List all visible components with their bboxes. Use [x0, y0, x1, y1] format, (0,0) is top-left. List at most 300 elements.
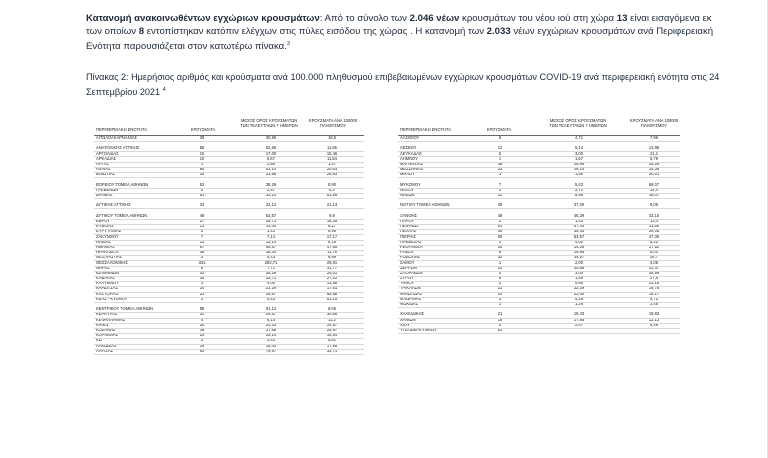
- left-row-rule: [94, 266, 364, 267]
- intro-text-5: νέων εγχώριων κρουσμάτων ανά Περιφερειακή Ενότητα παρουσιάζεται στον κατωτέρω πίνακα.: [86, 26, 714, 53]
- left-cell-per100k: 18,5: [328, 136, 336, 140]
- intro-bold-2: 13: [616, 13, 628, 24]
- right-cell-cases: 6: [498, 136, 502, 140]
- right-cell-region: ΤΡΙΚΑΛΩΝ: [400, 286, 421, 291]
- left-cell-cases: 7: [200, 234, 204, 239]
- left-cell-cases: 48: [199, 213, 205, 218]
- right-cell-per100k: 23,16: [648, 281, 660, 286]
- right-row-rule: [398, 286, 680, 287]
- right-cell-cases: 81: [497, 327, 503, 332]
- left-cell-per100k: 11,55: [327, 146, 337, 151]
- right-cell-per100k: 15,17: [648, 291, 660, 296]
- left-row-rule: [94, 245, 364, 246]
- left-cell-region: ΕΒΡΟΥ: [96, 219, 110, 223]
- left-row-rule: [94, 229, 364, 230]
- left-row-rule: [94, 208, 364, 209]
- left-cell-region: ΕΥΡΥΤΑΝΙΑΣ: [96, 229, 122, 234]
- right-cell-region: ΝΟΤΙΟΥ ΤΟΜΕΑ ΑΘΗΝΩΝ: [400, 203, 450, 208]
- right-cell-cases: 7: [498, 182, 502, 187]
- right-cell-avg: 19,86: [573, 250, 585, 255]
- intro-bold-4: 2.033: [486, 26, 511, 38]
- right-cell-avg: 47,43: [573, 224, 585, 229]
- right-cell-cases: 23: [497, 167, 503, 172]
- left-row-rule: [94, 276, 364, 277]
- left-cell-cases: 67: [199, 244, 205, 249]
- left-cell-cases: 3: [200, 255, 204, 260]
- right-cell-cases: 40: [497, 229, 503, 234]
- right-cell-cases: 4: [498, 322, 502, 327]
- left-cell-cases: 39: [199, 136, 205, 140]
- left-cell-cases: 23: [199, 291, 205, 296]
- left-cell-per100k: 65,58: [326, 291, 338, 296]
- left-cell-region: ΗΛΕΙΑΣ: [96, 239, 111, 244]
- right-cell-cases: 3: [498, 172, 502, 177]
- right-cell-region: ΛΗΜΝΟΥ: [400, 156, 418, 161]
- right-row-rule: [398, 276, 680, 277]
- right-row-rule: [398, 250, 680, 251]
- left-cell-per100k: 16,54: [326, 333, 338, 338]
- left-cell-per100k: 25,97: [326, 327, 338, 332]
- right-cell-region: ΜΗΛΟΥ: [400, 172, 415, 177]
- right-cell-avg: 2,67: [575, 322, 583, 327]
- left-cell-per100k: 51,14: [326, 296, 338, 301]
- right-cell-region: ΠΡΕΒΕΖΑΣ: [400, 239, 422, 244]
- right-cell-region: ΜΥΚΟΝΟΥ: [400, 182, 421, 187]
- left-cell-per100k: 9,96: [328, 229, 336, 234]
- left-cell-region: ΔΥΤΙΚΟΥ ΤΟΜΕΑ ΑΘΗΝΩΝ: [96, 213, 148, 218]
- left-cell-per100k: 25,01: [326, 270, 338, 275]
- left-cell-avg: 6,57: [267, 156, 275, 161]
- right-row-rule: [398, 302, 680, 303]
- right-cell-avg: 5,29: [575, 296, 583, 301]
- right-cell-region: ΡΟΔΟΥ: [400, 250, 415, 255]
- left-cell-per100k: 20,63: [326, 167, 338, 172]
- right-header-region: ΠΕΡΙΦΕΡΕΙΑΚΗ ΕΝΟΤΗΤΑ: [400, 127, 451, 132]
- left-cell-per100k: 6,17: [328, 224, 336, 229]
- right-cell-cases: 48: [497, 213, 503, 218]
- left-cell-cases: 34: [199, 276, 205, 281]
- left-cell-avg: 2,86: [267, 161, 275, 166]
- left-header-avg: ΜΕΣΟΣ ΟΡΟΣ ΚΡΟΥΣΜΑΤΩΝ ΤΩΝ ΤΕΛΕΥΤΑΙΩΝ 7 ΗΜΕΡΩΝ: [240, 118, 298, 128]
- right-row-rule: [398, 260, 680, 261]
- left-cell-region: ΖΑΚΥΝΘΟΥ: [96, 234, 119, 239]
- left-cell-per100k: 6,99: [328, 255, 336, 260]
- left-cell-avg: 22,29: [265, 286, 277, 291]
- right-cell-cases: 2: [498, 219, 502, 223]
- left-cell-cases: 32: [199, 312, 205, 317]
- left-row-rule: [94, 323, 364, 324]
- right-cell-region: ΦΛΩΡΙΝΑΣ: [400, 296, 422, 301]
- right-cell-avg: 17,86: [573, 317, 585, 322]
- left-row-rule: [94, 286, 364, 287]
- left-cell-region: ΚΑΣΤΟΡΙΑΣ: [96, 291, 119, 296]
- right-cell-avg: 53,57: [573, 234, 585, 239]
- right-header-cases: ΚΡΟΥΣΜΑΤΑ: [486, 127, 512, 132]
- left-cell-region: ΒΟΙΩΤΙΑΣ: [96, 172, 116, 177]
- left-row-rule: [94, 344, 364, 345]
- right-cell-avg: 1,43: [575, 219, 583, 223]
- left-cell-region: ΚΕΑΣ - ΚΥΘΝΟΥ: [96, 296, 128, 301]
- right-row-rule: [398, 151, 680, 152]
- left-row-rule: [94, 188, 364, 189]
- left-cell-region: ΑΧΑΪΑΣ: [96, 167, 111, 172]
- left-cell-per100k: 8,55: [328, 307, 336, 312]
- right-cell-region: ΥΠΟ ΔΙΕΡΕΥΝΗΣΗ: [400, 327, 436, 332]
- left-cell-avg: 2,43: [267, 338, 275, 343]
- left-cell-avg: 7,71: [267, 265, 275, 270]
- right-row-rule: [398, 219, 680, 220]
- left-cell-region: ΑΡΓΟΛΙΔΑΣ: [96, 151, 119, 156]
- left-row-rule: [94, 162, 364, 163]
- left-cell-per100k: 21,13: [326, 203, 338, 208]
- left-cell-avg: 25,14: [265, 333, 277, 338]
- right-cell-region: ΦΘΙΩΤΙΔΑΣ: [400, 291, 423, 296]
- right-cell-region: ΠΙΕΡΙΑΣ: [400, 234, 416, 239]
- left-cell-cases: 3: [200, 281, 204, 286]
- intro-bold-1: 2.046 νέων: [409, 13, 460, 24]
- left-cell-region: ΚΩ: [96, 338, 102, 343]
- left-row-rule: [94, 312, 364, 313]
- left-cell-region: ΚΟΖΑΝΗΣ: [96, 327, 116, 332]
- left-cell-cases: 331: [198, 260, 206, 265]
- right-row-rule: [398, 318, 680, 319]
- left-cell-avg: 79,57: [265, 348, 277, 353]
- left-cell-per100k: 29,81: [326, 260, 338, 265]
- right-cell-per100k: 19,83: [648, 312, 660, 317]
- right-cell-cases: 22: [497, 265, 503, 270]
- left-cell-avg: 283,71: [264, 260, 278, 265]
- right-cell-cases: 9: [498, 250, 502, 255]
- left-cell-region: ΓΡΕΒΕΝΩΝ: [96, 187, 119, 192]
- left-cell-region: ΚΕΦΑΛΛΗΝΙΑΣ: [96, 317, 126, 322]
- left-cell-avg: 17,00: [265, 151, 277, 156]
- right-cell-per100k: 3,08: [650, 260, 658, 265]
- left-header-region: ΠΕΡΙΦΕΡΕΙΑΚΗ ΕΝΟΤΗΤΑ: [96, 127, 147, 132]
- right-cell-region: ΧΑΝΙΩΝ: [400, 317, 416, 322]
- left-cell-cases: 10: [199, 156, 205, 161]
- left-cell-avg: 13,14: [265, 239, 277, 244]
- right-cell-avg: 2,71: [575, 187, 583, 192]
- left-header-per100k: ΚΡΟΥΣΜΑΤΑ ΑΝΑ 100000 ΠΛΗΘΥΣΜΟΥ: [308, 118, 358, 128]
- left-cell-cases: 2: [200, 187, 204, 192]
- left-row-rule: [94, 156, 364, 157]
- right-cell-per100k: 5,22: [650, 239, 658, 244]
- right-cell-avg: 22,00: [573, 291, 585, 296]
- left-cell-cases: 13: [199, 239, 205, 244]
- right-cell-region: ΝΑΞΟΥ: [400, 187, 415, 192]
- left-row-rule: [94, 338, 364, 339]
- right-table: [394, 116, 694, 456]
- left-cell-cases: 27: [199, 219, 205, 223]
- left-cell-avg: 23,86: [265, 172, 277, 177]
- left-cell-avg: 25,57: [265, 312, 277, 317]
- left-cell-cases: 16: [199, 343, 205, 348]
- right-cell-per100k: 8,03: [650, 250, 658, 255]
- right-cell-avg: 35,43: [573, 229, 585, 234]
- right-cell-cases: 15: [497, 244, 503, 249]
- right-cell-per100k: 7,96: [650, 136, 658, 140]
- left-row-rule: [94, 292, 364, 293]
- right-row-rule: [398, 172, 680, 173]
- right-row-rule: [398, 333, 680, 334]
- left-cell-region: ΚΕΝΤΡΙΚΟΥ ΤΟΜΕΑ ΑΘΗΝΩΝ: [96, 307, 154, 312]
- right-cell-per100k: 13,4: [650, 219, 658, 223]
- right-cell-cases: 4: [498, 270, 502, 275]
- intro-text-1: : Από το σύνολο των: [319, 13, 410, 24]
- right-cell-cases: 24: [497, 291, 503, 296]
- right-cell-cases: 6: [498, 276, 502, 281]
- left-row-rule: [94, 328, 364, 329]
- left-cell-avg: 33,14: [265, 193, 277, 198]
- left-cell-cases: 64: [199, 167, 205, 172]
- left-cell-per100k: 47,65: [326, 244, 338, 249]
- right-cell-region: ΞΑΝΘΗΣ: [400, 213, 418, 218]
- left-cell-per100k: 6,3: [329, 187, 335, 192]
- left-row-rule: [94, 198, 364, 199]
- right-cell-cases: 5: [498, 151, 502, 156]
- left-cell-avg: 15,43: [265, 343, 277, 348]
- right-row-rule: [398, 162, 680, 163]
- left-cell-region: ΚΑΡΔΙΤΣΑΣ: [96, 286, 119, 291]
- right-cell-cases: 60: [497, 234, 503, 239]
- right-cell-cases: 19: [497, 317, 503, 322]
- right-cell-cases: 12: [497, 146, 503, 151]
- left-row-rule: [94, 354, 364, 355]
- right-cell-per100k: 13,88: [648, 146, 660, 151]
- left-cell-cases: 24: [199, 333, 205, 338]
- left-cell-cases: 6: [200, 265, 204, 270]
- right-cell-region: ΛΕΣΒΟΥ: [400, 146, 417, 151]
- right-cell-region: ΣΠΟΡΑΔΩΝ: [400, 270, 423, 275]
- right-cell-cases: 32: [497, 255, 503, 260]
- right-cell-avg: 4,00: [575, 239, 583, 244]
- left-cell-avg: 53,57: [265, 213, 277, 218]
- right-cell-region: ΠΕΙΡΑΙΩΣ: [400, 224, 419, 229]
- right-cell-avg: 1,86: [575, 276, 583, 281]
- left-cell-avg: 51,14: [265, 167, 277, 172]
- right-cell-per100k: 12,13: [648, 317, 660, 322]
- left-cell-region: ΘΕΣΣΑΛΟΝΙΚΗΣ: [96, 260, 128, 265]
- right-row-rule: [398, 198, 680, 199]
- left-cell-avg: 56,57: [265, 244, 277, 249]
- right-cell-per100k: 28,99: [648, 270, 660, 275]
- right-cell-per100k: 17,52: [648, 244, 660, 249]
- left-cell-cases: 51: [199, 193, 205, 198]
- left-cell-avg: 33,71: [265, 276, 277, 281]
- left-cell-avg: 14,00: [265, 224, 277, 229]
- left-cell-cases: 20: [199, 286, 205, 291]
- intro-lead: Κατανομή ανακοινωθέντων εγχώριων κρουσμάτων: [86, 13, 320, 24]
- left-cell-avg: 30,86: [265, 136, 277, 140]
- right-cell-cases: 3: [498, 187, 502, 192]
- right-cell-per100k: 26,7: [650, 255, 658, 260]
- left-row-rule: [94, 234, 364, 235]
- left-cell-cases: 2: [200, 296, 204, 301]
- left-cell-cases: 20: [199, 322, 205, 327]
- left-cell-per100k: 51,85: [326, 193, 338, 198]
- left-cell-cases: 15: [199, 151, 205, 156]
- left-cell-per100k: 18,25: [326, 219, 338, 223]
- right-row-rule: [398, 177, 680, 178]
- left-cell-per100k: 13,68: [326, 281, 338, 286]
- right-row-rule: [398, 323, 680, 324]
- right-row-rule: [398, 245, 680, 246]
- right-cell-cases: 1: [498, 260, 502, 265]
- right-cell-per100k: 12,47: [648, 265, 660, 270]
- left-header-cases: ΚΡΟΥΣΜΑΤΑ: [190, 127, 216, 132]
- right-row-rule: [398, 141, 680, 142]
- left-cell-cases: 88: [199, 307, 205, 312]
- right-row-rule: [398, 292, 680, 293]
- left-row-rule: [94, 255, 364, 256]
- right-row-rule: [398, 167, 680, 168]
- right-cell-per100k: 6,49: [650, 322, 658, 327]
- right-row-rule: [398, 328, 680, 329]
- left-cell-avg: 38,43: [265, 250, 277, 255]
- right-row-rule: [398, 307, 680, 308]
- left-cell-per100k: 8,16: [328, 239, 336, 244]
- left-cell-region: ΙΩΑΝΝΙΝΩΝ: [96, 270, 119, 275]
- left-cell-per100k: 27,22: [326, 276, 338, 281]
- right-row-rule: [398, 188, 680, 189]
- left-cell-region: ΚΟΡΙΝΘΙΑΣ: [96, 333, 119, 338]
- right-cell-region: ΛΑΣΙΘΙΟΥ: [400, 136, 420, 140]
- left-row-rule: [94, 240, 364, 241]
- left-cell-cases: 36: [199, 250, 205, 255]
- left-row-rule: [94, 141, 364, 142]
- right-cell-per100k: 29,35: [648, 229, 660, 234]
- right-row-rule: [398, 281, 680, 282]
- right-cell-per100k: 5,72: [650, 296, 658, 301]
- left-cell-region: ΑΡΤΑΣ: [96, 161, 109, 166]
- left-row-rule: [94, 193, 364, 194]
- left-cell-region: ΒΟΡΕΙΟΥ ΤΟΜΕΑ ΑΘΗΝΩΝ: [96, 182, 149, 187]
- right-cell-per100k: 16,07: [648, 193, 660, 198]
- left-cell-avg: 6,14: [267, 317, 275, 322]
- right-cell-per100k: 9,06: [650, 203, 658, 208]
- right-cell-avg: 15,43: [573, 312, 585, 317]
- left-cell-region: ΘΕΣΠΡΩΤΙΑΣ: [96, 255, 123, 260]
- right-cell-cases: 22: [497, 286, 503, 291]
- right-cell-avg: 2,00: [575, 260, 583, 265]
- right-cell-per100k: 25,26: [648, 161, 660, 166]
- intro-paragraph: [86, 12, 718, 54]
- right-cell-cases: 21: [497, 312, 503, 317]
- left-cell-per100k: 31,77: [326, 265, 338, 270]
- left-cell-region: ΑΙΤΩΛΟΑΚΑΡΝΑΝΙΑΣ: [96, 136, 138, 140]
- left-cell-region: ΚΕΡΚΥΡΑΣ: [96, 312, 118, 317]
- left-cell-cases: 13: [199, 224, 205, 229]
- left-cell-region: ΚΙΛΚΙΣ: [96, 322, 110, 327]
- caption-text: Πίνακας 2: Ημερήσιος αριθμός και κρούσματα ανά 100.000 πληθυσμού επιβεβαιωμένων εγχώριων κρουσμάτων COVID-19 ανά περιφερειακή ενότητα στις 24 Σεπτεμβρίου 2021: [86, 72, 720, 97]
- right-header-per100k: ΚΡΟΥΣΜΑΤΑ ΑΝΑ 100000 ΠΛΗΘΥΣΜΟΥ: [629, 118, 679, 128]
- left-cell-region: ΚΑΒΑΛΑΣ: [96, 276, 115, 281]
- left-cell-per100k: 15,46: [326, 151, 338, 156]
- right-cell-avg: 34,57: [573, 255, 585, 260]
- right-cell-per100k: 47,36: [648, 234, 660, 239]
- left-cell-region: ΛΑΚΩΝΙΑΣ: [96, 343, 117, 348]
- left-cell-region: ΑΝΑΤΟΛΙΚΗΣ ΑΤΤΙΚΗΣ: [96, 146, 140, 151]
- right-cell-region: ΝΗΣΩΝ: [400, 193, 415, 198]
- left-cell-avg: 22,14: [265, 203, 277, 208]
- left-row-rule: [94, 349, 364, 350]
- right-cell-avg: 5,14: [575, 146, 583, 151]
- right-row-rule: [398, 234, 680, 235]
- left-row-rule: [94, 297, 364, 298]
- left-cell-cases: 93: [199, 348, 205, 353]
- left-cell-cases: 1: [200, 161, 204, 166]
- right-cell-per100k: 14,4: [650, 187, 658, 192]
- intro-bold-3: 8: [138, 26, 145, 38]
- right-cell-avg: 1,29: [575, 302, 583, 306]
- left-cell-cases: 53: [199, 182, 205, 187]
- left-cell-region: ΗΜΑΘΙΑΣ: [96, 244, 115, 249]
- left-cell-per100k: 30,66: [326, 312, 338, 317]
- right-cell-cases: 3: [498, 239, 502, 244]
- right-cell-avg: 1,57: [575, 156, 583, 161]
- left-row-rule: [94, 260, 364, 261]
- right-cell-avg: 3,00: [575, 151, 583, 156]
- intro-text-4: εντοπίστηκαν κατόπιν ελέγχων στις πύλες εισόδου της χώρας . Η κατανομή των: [144, 26, 487, 38]
- right-cell-region: ΡΕΘΥΜΝΟΥ: [400, 244, 424, 249]
- left-cell-cases: 34: [199, 172, 205, 177]
- right-cell-avg: 4,71: [575, 136, 583, 140]
- right-cell-region: ΠΑΡΟΥ: [400, 219, 415, 223]
- caption-footnote-ref: 4: [162, 86, 166, 93]
- right-cell-per100k: 30,21: [648, 172, 660, 177]
- right-cell-avg: 22,29: [573, 286, 585, 291]
- right-cell-avg: 30,86: [573, 265, 585, 270]
- right-row-rule: [398, 229, 680, 230]
- right-cell-per100k: 27,9: [650, 276, 658, 281]
- right-cell-avg: 28,14: [573, 167, 585, 172]
- left-row-rule: [94, 333, 364, 334]
- left-cell-per100k: 9,8: [329, 213, 335, 218]
- right-cell-avg: 1,86: [575, 172, 583, 177]
- left-cell-avg: 22,43: [265, 322, 277, 327]
- right-cell-avg: 0,86: [575, 281, 583, 286]
- right-cell-per100k: 2,48: [650, 302, 658, 306]
- left-cell-avg: 26,57: [265, 291, 277, 296]
- right-cell-per100k: 5,79: [650, 156, 658, 161]
- right-cell-region: ΣΕΡΡΩΝ: [400, 265, 417, 270]
- left-row-rule: [94, 224, 364, 225]
- left-cell-avg: 38,29: [265, 182, 277, 187]
- right-cell-cases: 12: [497, 193, 503, 198]
- left-row-rule: [94, 167, 364, 168]
- right-cell-per100k: 16,78: [648, 286, 660, 291]
- right-cell-cases: 1: [498, 302, 502, 306]
- right-row-rule: [398, 271, 680, 272]
- left-cell-per100k: 28,83: [326, 172, 338, 177]
- right-row-rule: [398, 297, 680, 298]
- left-cell-cases: 58: [199, 146, 205, 151]
- left-cell-avg: 26,71: [265, 219, 277, 223]
- right-row-rule: [398, 240, 680, 241]
- left-row-rule: [94, 177, 364, 178]
- right-cell-region: ΡΟΔΟΠΗΣ: [400, 255, 421, 260]
- left-row-rule: [94, 271, 364, 272]
- left-row-rule: [94, 151, 364, 152]
- left-cell-per100k: 11,54: [327, 156, 337, 161]
- left-cell-cases: 42: [199, 270, 205, 275]
- right-cell-cases: 48: [497, 203, 503, 208]
- right-cell-per100k: 11,36: [649, 224, 659, 229]
- right-cell-region: ΠΕΛΛΑΣ: [400, 229, 417, 234]
- intro-text-2: κρουσμάτων του νέου ιού στη χώρα: [459, 13, 617, 24]
- left-cell-avg: 2,57: [267, 187, 275, 192]
- left-cell-cases: 4: [200, 317, 204, 322]
